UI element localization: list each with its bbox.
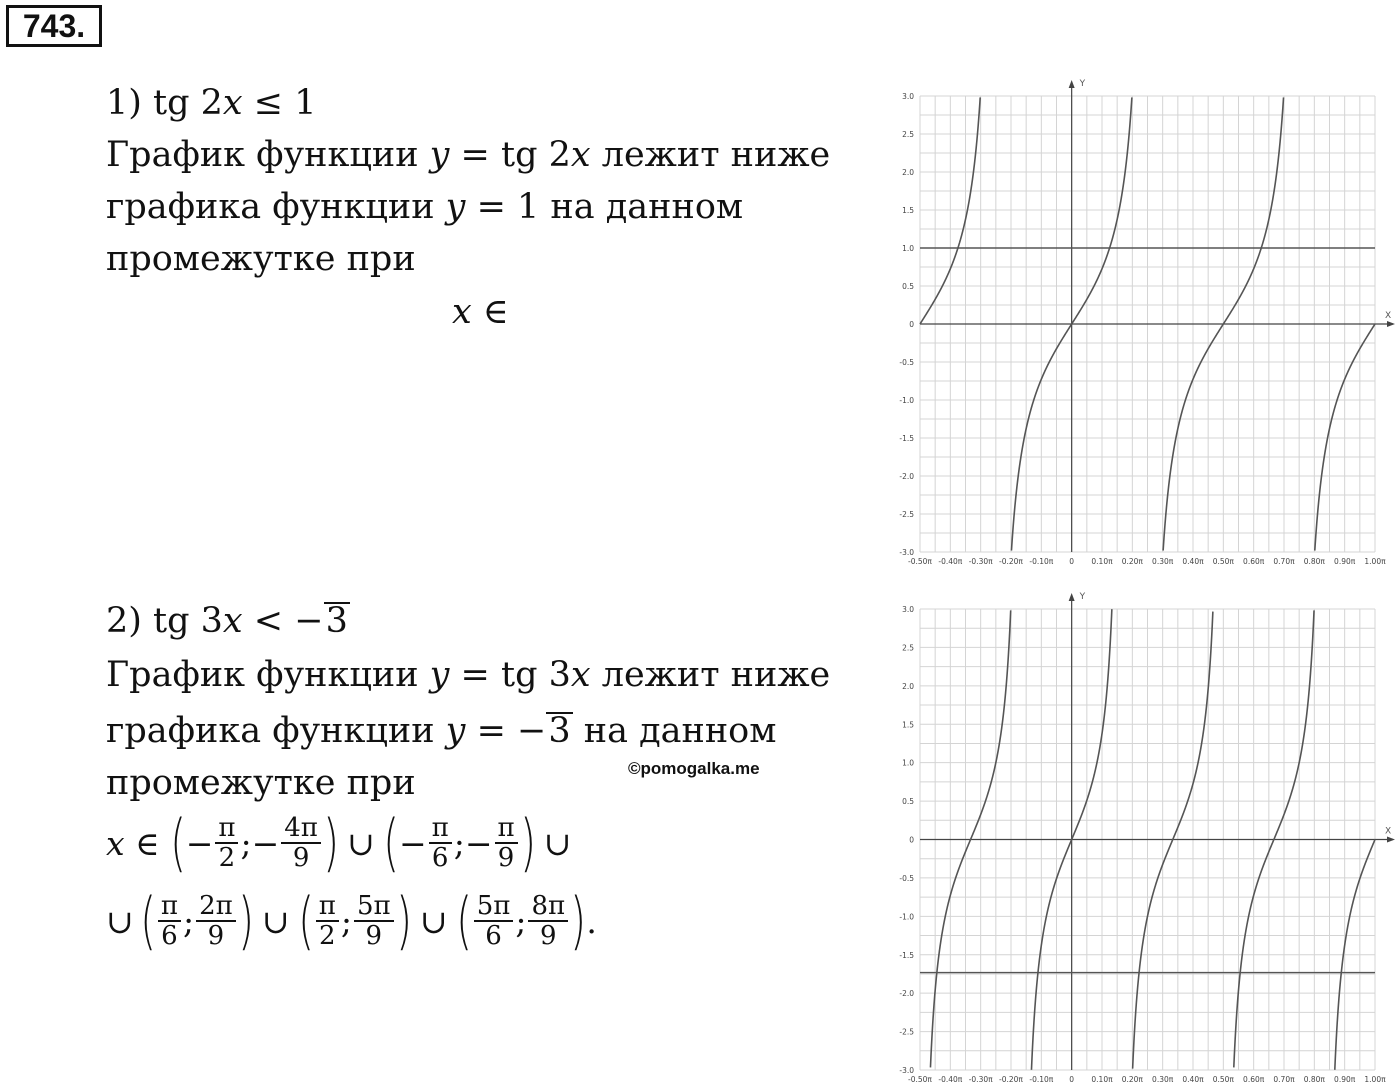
denominator: 9	[365, 921, 383, 951]
separator: ;	[340, 901, 352, 941]
numerator: π	[316, 892, 339, 922]
open-paren: (	[139, 884, 156, 957]
union-sign: ∪	[261, 901, 290, 941]
y-tick-label: 0.5	[902, 797, 914, 807]
y-tick-label: 3.0	[902, 92, 914, 101]
y-axis-arrow	[1069, 80, 1075, 88]
open-paren: (	[169, 806, 186, 879]
y-tick-label: 0	[909, 835, 914, 845]
denominator: 9	[497, 843, 515, 873]
x-axis-arrow	[1387, 837, 1395, 843]
y-tick-label: -0.5	[899, 358, 914, 367]
x-tick-label: 0.60π	[1243, 557, 1265, 566]
separator: ;	[453, 823, 465, 863]
union-sign: ∪	[347, 823, 375, 863]
minus-sign: −	[464, 823, 493, 863]
minus-sign: −	[185, 823, 214, 863]
x-tick-label: -0.50π	[908, 1075, 932, 1082]
close-paren: )	[519, 806, 536, 879]
y-tick-label: -1.5	[899, 434, 914, 443]
y-tick-label: -1.5	[899, 950, 914, 960]
problem-number: 743.	[6, 5, 102, 47]
denominator: 6	[431, 843, 449, 873]
y-axis-label: Y	[1079, 592, 1086, 602]
y-axis-arrow	[1069, 593, 1075, 601]
numerator: 5π	[474, 892, 514, 922]
y-tick-label: 0	[909, 320, 914, 329]
answer-prefix: 𝑥 ∈	[106, 823, 160, 863]
x-tick-label: -0.30π	[968, 1075, 993, 1082]
denominator: 9	[540, 921, 557, 951]
fraction	[316, 892, 339, 950]
fraction	[429, 814, 452, 872]
open-paren: (	[383, 806, 399, 879]
y-tick-label: 3.0	[902, 605, 914, 614]
minus-sign: −	[251, 823, 280, 863]
x-axis-label: X	[1385, 826, 1392, 837]
tan-3x-chart	[880, 588, 1400, 1082]
numerator: π	[158, 892, 181, 922]
numerator: 2π	[196, 892, 236, 922]
union-sign: ∪	[419, 901, 448, 941]
x-tick-label: 0.40π	[1182, 1075, 1204, 1082]
answer-row-2	[106, 884, 597, 957]
open-paren: (	[455, 884, 472, 957]
fraction	[196, 892, 236, 950]
close-paren: )	[570, 884, 587, 957]
part2-line2-suffix: на данном	[572, 711, 777, 751]
denominator: 9	[292, 843, 310, 873]
numerator: 4π	[281, 814, 321, 844]
y-tick-label: -0.5	[899, 873, 914, 883]
union-sign: ∪	[543, 823, 572, 863]
part2-line2	[106, 710, 776, 752]
x-tick-label: 0.50π	[1212, 557, 1234, 566]
y-tick-label: 1.5	[902, 720, 914, 730]
numerator: 8π	[528, 892, 568, 922]
y-tick-label: -2.5	[899, 1027, 914, 1037]
y-tick-label: 1.5	[902, 206, 914, 215]
x-tick-label: 0.80π	[1303, 1075, 1325, 1082]
x-tick-label: 1.00π	[1364, 1075, 1386, 1082]
numerator: π	[215, 814, 238, 844]
answer-row-1	[106, 806, 572, 879]
sqrt-radicand: 3	[548, 711, 571, 751]
denominator: 6	[161, 921, 178, 951]
x-tick-label: 0	[1069, 1075, 1075, 1082]
fraction	[158, 892, 181, 950]
open-paren: (	[297, 884, 314, 957]
y-tick-label: -3.0	[899, 548, 914, 557]
x-tick-label: 0.30π	[1152, 1075, 1174, 1082]
close-paren: )	[237, 884, 254, 957]
x-tick-label: 0.70π	[1273, 1075, 1295, 1082]
x-tick-label: -0.50π	[908, 557, 932, 566]
part1-line3: промежутке при	[106, 239, 416, 279]
y-tick-label: -2.0	[899, 472, 914, 481]
fraction	[528, 892, 568, 950]
y-tick-label: 1.0	[902, 758, 914, 768]
close-paren: )	[323, 806, 339, 879]
part1-heading: 1) tg 2𝑥 ≤ 1	[106, 83, 317, 123]
x-tick-label: 0.70π	[1273, 557, 1295, 566]
separator: ;	[182, 901, 195, 941]
part2-heading	[106, 600, 350, 642]
x-tick-label: -0.40π	[938, 557, 963, 566]
y-tick-label: 1.0	[902, 244, 914, 253]
denominator: 2	[319, 921, 336, 951]
x-tick-label: -0.10π	[1029, 1075, 1054, 1082]
denominator: 9	[207, 921, 225, 951]
fraction	[215, 814, 238, 872]
numerator: 5π	[354, 892, 394, 922]
y-tick-label: -1.0	[899, 396, 914, 405]
fraction	[474, 892, 514, 950]
numerator: π	[429, 814, 452, 844]
x-tick-label: 0.20π	[1121, 557, 1143, 566]
fraction	[354, 892, 394, 950]
y-tick-label: -1.0	[899, 912, 914, 922]
separator: ;	[240, 823, 252, 863]
x-tick-label: 0.80π	[1303, 557, 1325, 566]
y-tick-label: -2.5	[899, 510, 914, 519]
x-tick-label: -0.30π	[968, 557, 993, 566]
x-axis-label: X	[1385, 311, 1392, 321]
x-axis-arrow	[1387, 321, 1395, 327]
period: .	[586, 901, 597, 941]
x-tick-label: 0.40π	[1182, 557, 1204, 566]
y-tick-label: 0.5	[902, 282, 914, 291]
denominator: 2	[218, 843, 236, 873]
x-tick-label: 1.00π	[1364, 557, 1386, 566]
y-tick-label: -3.0	[899, 1066, 914, 1075]
fraction	[281, 814, 321, 872]
x-tick-label: -0.40π	[938, 1075, 963, 1082]
x-tick-label: 0.20π	[1121, 1075, 1143, 1082]
x-tick-label: 0.30π	[1152, 557, 1174, 566]
y-tick-label: 2.5	[902, 130, 914, 139]
x-tick-label: 0.10π	[1091, 557, 1113, 566]
minus-sign: −	[398, 823, 427, 863]
x-tick-label: 0.50π	[1212, 1075, 1234, 1082]
numerator: π	[495, 814, 518, 844]
y-tick-label: -2.0	[899, 989, 914, 999]
x-tick-label: -0.20π	[999, 1075, 1023, 1082]
sqrt-radicand: 3	[325, 601, 348, 641]
x-tick-label: -0.20π	[999, 557, 1023, 566]
close-paren: )	[395, 884, 412, 957]
part2-heading-text: 2) tg 3𝑥 < −	[106, 601, 324, 641]
part1-answer: 𝑥 ∈	[452, 292, 509, 332]
part2-line3: промежутке при	[106, 763, 416, 803]
y-tick-label: 2.0	[902, 168, 914, 177]
part1-line2: графика функции 𝑦 = 1 на данном	[106, 187, 744, 227]
y-tick-label: 2.5	[902, 643, 914, 653]
separator: ;	[515, 901, 527, 941]
part2-line1: График функции 𝑦 = tg 3𝑥 лежит ниже	[106, 655, 831, 695]
x-tick-label: -0.10π	[1029, 557, 1054, 566]
fraction	[495, 814, 518, 872]
watermark: ©pomogalka.me	[628, 759, 760, 778]
x-tick-label: 0.90π	[1334, 1075, 1356, 1082]
x-tick-label: 0	[1069, 557, 1075, 566]
denominator: 6	[485, 921, 502, 951]
x-tick-label: 0.10π	[1091, 1075, 1113, 1082]
x-tick-label: 0.60π	[1243, 1075, 1265, 1082]
x-tick-label: 0.90π	[1334, 557, 1356, 566]
part1-line1: График функции 𝑦 = tg 2𝑥 лежит ниже	[106, 135, 831, 175]
y-tick-label: 2.0	[902, 681, 914, 691]
union-sign: ∪	[106, 901, 134, 941]
y-axis-label: Y	[1079, 79, 1086, 89]
tan-2x-chart	[880, 75, 1400, 570]
part2-line2-prefix: графика функции 𝑦 = −	[106, 711, 547, 751]
